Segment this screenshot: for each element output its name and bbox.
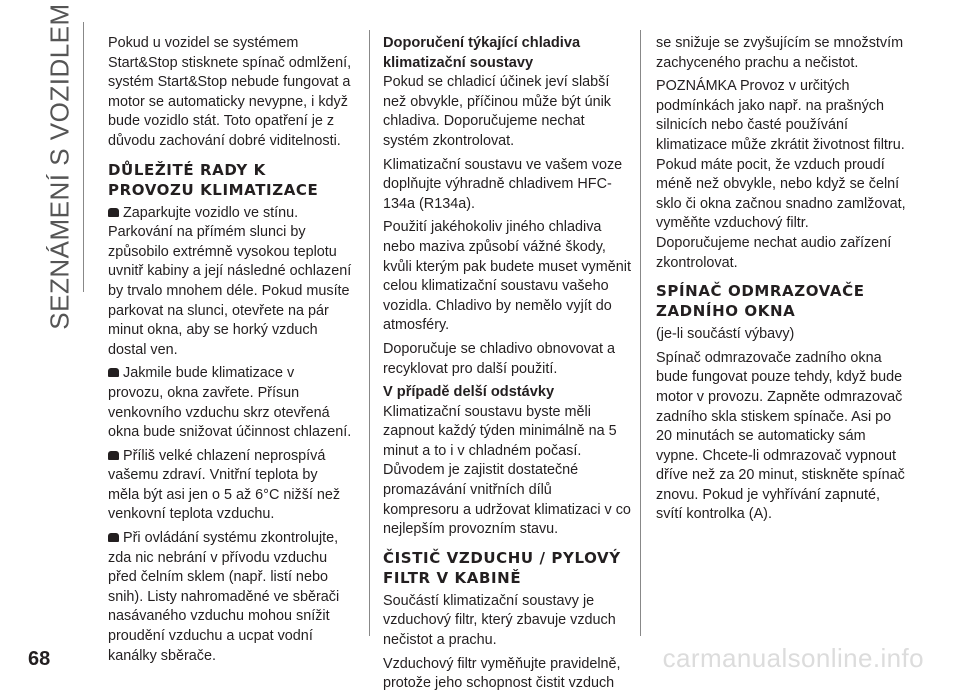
warning-text: Příliš velké chlazení neprospívá vašemu zdraví. Vnitřní teplota by měla být asi jen o 5 až 6°C nižší než venkovní teplota vzduchu. [108,447,341,523]
note-paragraph: POZNÁMKA Provoz v určitých podmínkách jako např. na prašných silnicích nebo časté používání klimatizace může zkrátit životnost filtru. Pokud máte pocit, že vzduch proudí méně než obvykle, nebo když se čelní sklo či okna začnou snadno zamlžovat, vyměňte vzduchový filtr. Doporučujeme nechat audio zařízení zkontrolovat. [656,78,906,271]
paragraph: Klimatizační soustavu ve vašem voze doplňujte výhradně chladivem HFC-134a (R134a). [383,156,623,212]
warning-item [108,204,352,361]
chapter-title-text: SEZNÁMENÍ S VOZIDLEM [44,2,75,330]
warning-text: Zaparkujte vozidlo ve stínu. Parkování na přímém slunci by způsobilo extrémně vysokou teplotu uvnitř kabiny a její následné ochlazení by trvalo mnohem déle. Pokud musíte parkovat na slunci, otevřete na pár minut okna, aby se horký vzduch dostal ven. [108,204,352,358]
air-filter-heading: ČISTIČ VZDUCHU / PYLOVÝ FILTR V KABINĚ [383,548,621,587]
rear-defroster-heading: SPÍNAČ ODMRAZOVAČE ZADNÍHO OKNA [656,282,865,321]
watermark: carmanualsonline.info [662,643,924,673]
column-divider [369,30,370,636]
paragraph: Součástí klimatizační soustavy je vzduchový filtr, který zbavuje vzduch nečistot a prachu. [383,592,616,649]
column-2 [383,34,631,694]
paragraph: Doporučuje se chladivo obnovovat a recyklovat pro další použití. [383,340,615,377]
warning-item [108,447,352,525]
chapter-side-title [32,2,88,330]
equipment-note: (je-li součástí výbavy) [656,326,795,343]
warning-icon [108,208,119,217]
warning-item [108,529,352,666]
warning-text: Jakmile bude klimatizace v provozu, okna zavřete. Přísun venkovního vzduchu skrz otevřená okna bude snižovat účinnost chlazení. [108,365,352,441]
paragraph: se snižuje se zvyšujícím se množstvím zachyceného prachu a nečistot. [656,35,904,71]
warning-text: Při ovládání systému zkontrolujte, zda nic nebrání v přívodu vzduchu před čelním sklem (např. listí nebo snih). Listy nahromaděné ve sběrači nasávaného vzduchu mohou snížit proudění vzduchu a ucpat vodní kanálky sběrače. [108,530,340,664]
warning-item [108,364,352,442]
column-3 [656,34,906,525]
warning-icon [108,451,119,460]
page-number: 68 [28,648,51,670]
column-divider [640,30,641,636]
paragraph: Použití jakéhokoliv jiného chladiva nebo maziva způsobí vážné škody, kvůli kterým pak budete muset vyměnit celou klimatizační soustavu vašeho vozidla. Chladivo by nemělo vyjít do atmosféry. [383,219,631,334]
paragraph: Vzduchový filtr vyměňujte pravidelně, protože jeho schopnost čistit vzduch [383,655,621,692]
paragraph: Pokud se chladicí účinek jeví slabší než obvykle, příčinou může být únik chladiva. Doporučujeme nechat systém zkontrolovat. [383,74,611,149]
column-1 [108,34,352,666]
paragraph: Spínač odmrazovače zadního okna bude fungovat pouze tehdy, když bude motor v provozu. Zapněte odmrazovač zadního skla stiskem spínače. Asi po 20 minutách se automaticky sám vypne. Chcete-li odmrazovač vypnout dříve než za 20 minut, stiskněte spínač znovu. Pokud je vyhřívání zapnuté, svítí kontrolka (A). [656,349,905,523]
start-stop-paragraph: Pokud u vozidel se systémem Start&Stop stisknete spínač odmlžení, systém Start&Stop nebude fungovat a motor se automaticky nevypne, i když bude vozidlo stát. Toto opatření je z důvodu zachování dobré viditelnosti. [108,35,352,149]
side-divider [83,22,84,292]
refrigerant-heading: Doporučení týkající chladiva klimatizační soustavy [383,35,581,71]
ac-tips-heading: DŮLEŽITÉ RADY K PROVOZU KLIMATIZACE [108,160,319,199]
warning-icon [108,368,119,377]
warning-icon [108,533,119,542]
paragraph: Klimatizační soustavu byste měli zapnout každý týden minimálně na 5 minut a to i v chladném počasí. Důvodem je zajistit dostatečné promazávání vnitřních dílů kompresoru a udržovat klimatizaci v co nejlepším provozním stavu. [383,403,631,538]
long-storage-heading: V případě delší odstávky [383,384,555,401]
